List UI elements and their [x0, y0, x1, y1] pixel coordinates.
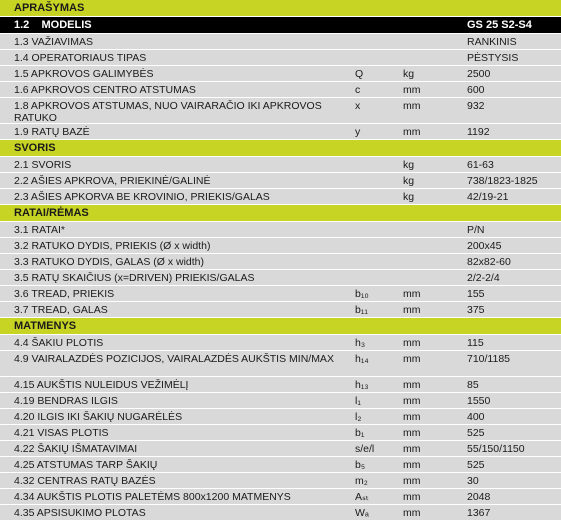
spec-value: 932 [467, 100, 485, 112]
spec-label: 4.9 VAIRALAZDĖS POZICIJOS, VAIRALAZDĖS AUKŠTIS MIN/MAX [14, 353, 334, 365]
spec-value: 1367 [467, 507, 491, 519]
spec-row [0, 489, 561, 505]
sections [0, 34, 561, 521]
spec-symbol: y [355, 126, 361, 138]
spec-value: 200x45 [467, 240, 502, 252]
spec-row [0, 124, 561, 140]
spec-unit: mm [403, 100, 421, 112]
spec-unit: mm [403, 304, 421, 316]
spec-row [0, 66, 561, 82]
model-label: 1.2 MODELIS [14, 19, 92, 31]
spec-row [0, 98, 561, 124]
spec-row [0, 270, 561, 286]
spec-unit: mm [403, 84, 421, 96]
spec-symbol: b₅ [355, 459, 366, 471]
spec-value: RANKINIS [467, 36, 517, 48]
spec-symbol [355, 222, 403, 224]
spec-unit [403, 50, 467, 52]
spec-label: 3.7 TREAD, GALAS [14, 304, 108, 316]
spec-label: 4.32 CENTRAS RATŲ BAZĖS [14, 475, 156, 487]
model-row [0, 17, 561, 34]
spec-row [0, 457, 561, 473]
spec-symbol: b₁₁ [355, 304, 368, 316]
spec-value: 61-63 [467, 159, 494, 171]
spec-value: 1550 [467, 395, 491, 407]
spec-value: 82x82-60 [467, 256, 511, 268]
spec-row [0, 34, 561, 50]
spec-row [0, 238, 561, 254]
spec-row [0, 254, 561, 270]
spec-symbol [355, 254, 403, 256]
spec-unit: kg [403, 191, 415, 203]
spec-label: 4.22 ŠAKIŲ IŠMATAVIMAI [14, 443, 138, 455]
header-title: APRAŠYMAS [14, 2, 85, 14]
spec-unit: mm [403, 395, 421, 407]
spec-unit: mm [403, 507, 421, 519]
spec-label: 2.1 SVORIS [14, 159, 72, 171]
spec-value: 85 [467, 379, 479, 391]
spec-row [0, 286, 561, 302]
spec-label: 4.20 ILGIS IKI ŠAKIŲ NUGARĖLĖS [14, 411, 183, 423]
spec-unit [403, 34, 467, 36]
spec-row [0, 82, 561, 98]
spec-label: 3.1 RATAI* [14, 224, 65, 236]
header-section [0, 0, 561, 17]
spec-value: 155 [467, 288, 485, 300]
spec-row [0, 157, 561, 173]
spec-unit: mm [403, 126, 421, 138]
spec-symbol [355, 34, 403, 36]
spec-label: 3.2 RATUKO DYDIS, PRIEKIS (Ø x width) [14, 240, 211, 252]
spec-symbol [355, 50, 403, 52]
spec-unit: mm [403, 475, 421, 487]
spec-label: 1.8 APKROVOS ATSTUMAS, NUO VAIRARAČIO IKI APKROVOS RATUKO [14, 100, 322, 124]
spec-label: 3.5 RATŲ SKAIČIUS (x=DRIVEN) PRIEKIS/GALAS [14, 272, 255, 284]
section-header [0, 318, 561, 335]
spec-value: 400 [467, 411, 485, 423]
spec-symbol: h₁₄ [355, 353, 369, 365]
spec-label: 1.5 APKROVOS GALIMYBĖS [14, 68, 154, 80]
spec-symbol: m₂ [355, 475, 368, 487]
spec-symbol [355, 238, 403, 240]
spec-row [0, 409, 561, 425]
spec-value: 525 [467, 427, 485, 439]
spec-label: 1.3 VAŽIAVIMAS [14, 36, 93, 48]
spec-value: 525 [467, 459, 485, 471]
spec-symbol: h₃ [355, 337, 366, 349]
spec-label: 4.25 ATSTUMAS TARP ŠAKIŲ [14, 459, 158, 471]
spec-unit: mm [403, 288, 421, 300]
spec-label: 4.21 VISAS PLOTIS [14, 427, 109, 439]
spec-row [0, 473, 561, 489]
spec-unit: mm [403, 427, 421, 439]
spec-unit: mm [403, 491, 421, 503]
spec-symbol [355, 173, 403, 175]
spec-value: 30 [467, 475, 479, 487]
spec-symbol [355, 189, 403, 191]
spec-symbol: c [355, 84, 361, 96]
section-title: RATAI/RĖMAS [14, 207, 89, 219]
spec-unit: mm [403, 459, 421, 471]
spec-row [0, 302, 561, 318]
spec-unit: mm [403, 443, 421, 455]
spec-value: 2500 [467, 68, 491, 80]
spec-unit: kg [403, 159, 415, 171]
spec-unit [403, 238, 467, 240]
spec-symbol: l₁ [355, 395, 361, 407]
spec-symbol [355, 157, 403, 159]
spec-row [0, 173, 561, 189]
spec-label: 4.35 APSISUKIMO PLOTAS [14, 507, 146, 519]
spec-unit [403, 222, 467, 224]
spec-value: 55/150/1150 [467, 443, 525, 455]
spec-row [0, 222, 561, 238]
spec-row [0, 351, 561, 377]
spec-unit: kg [403, 175, 415, 187]
spec-label: 4.34 AUKŠTIS PLOTIS PALETĖMS 800x1200 MATMENYS [14, 491, 291, 503]
spec-value: 42/19-21 [467, 191, 509, 203]
spec-row [0, 393, 561, 409]
spec-unit: kg [403, 68, 415, 80]
spec-symbol [355, 270, 403, 272]
spec-row [0, 335, 561, 351]
spec-label: 2.3 AŠIES APKORVA BE KROVINIO, PRIEKIS/GALAS [14, 191, 270, 203]
spec-symbol: Q [355, 68, 364, 80]
spec-value: 2/2-2/4 [467, 272, 500, 284]
spec-row [0, 377, 561, 393]
spec-row [0, 441, 561, 457]
spec-label: 1.4 OPERATORIAUS TIPAS [14, 52, 147, 64]
section-header [0, 205, 561, 222]
spec-value: 600 [467, 84, 485, 96]
spec-symbol: s/e/l [355, 443, 375, 455]
spec-symbol: l₂ [355, 411, 362, 423]
spec-value: 375 [467, 304, 485, 316]
spec-label: 3.3 RATUKO DYDIS, GALAS (Ø x width) [14, 256, 205, 268]
spec-unit: mm [403, 411, 421, 423]
spec-symbol: b₁₀ [355, 288, 369, 300]
section-title: SVORIS [14, 142, 56, 154]
spec-symbol: x [355, 100, 361, 112]
spec-row [0, 50, 561, 66]
spec-unit [403, 254, 467, 256]
spec-unit [403, 270, 467, 272]
spec-value: P/N [467, 224, 485, 236]
spec-symbol: b₁ [355, 427, 365, 439]
section-title: MATMENYS [14, 320, 77, 332]
spec-label: 4.19 BENDRAS ILGIS [14, 395, 118, 407]
spec-symbol: Aₛₜ [355, 491, 370, 503]
spec-unit: mm [403, 337, 421, 349]
section-header [0, 140, 561, 157]
spec-value: PĖSTYSIS [467, 52, 519, 64]
spec-unit: mm [403, 379, 421, 391]
spec-label: 3.6 TREAD, PRIEKIS [14, 288, 115, 300]
spec-symbol: Wₐ [355, 507, 369, 519]
model-value: GS 25 S2-S4 [467, 19, 532, 31]
spec-label: 1.9 RATŲ BAZĖ [14, 126, 90, 138]
spec-label: 1.6 APKROVOS CENTRO ATSTUMAS [14, 84, 196, 96]
spec-label: 4.4 ŠAKIU PLOTIS [14, 337, 104, 349]
spec-value: 2048 [467, 491, 491, 503]
spec-symbol: h₁₃ [355, 379, 369, 391]
spec-value: 710/1185 [467, 353, 511, 365]
spec-label: 2.2 AŠIES APKROVA, PRIEKINĖ/GALINĖ [14, 175, 211, 187]
spec-label: 4.15 AUKŠTIS NULEIDUS VEŽIMĖLĮ [14, 379, 189, 391]
spec-row [0, 425, 561, 441]
spec-row [0, 189, 561, 205]
spec-value: 1192 [467, 126, 490, 138]
spec-value: 738/1823-1825 [467, 175, 538, 187]
spec-unit: mm [403, 353, 421, 365]
spec-value: 115 [467, 337, 484, 349]
